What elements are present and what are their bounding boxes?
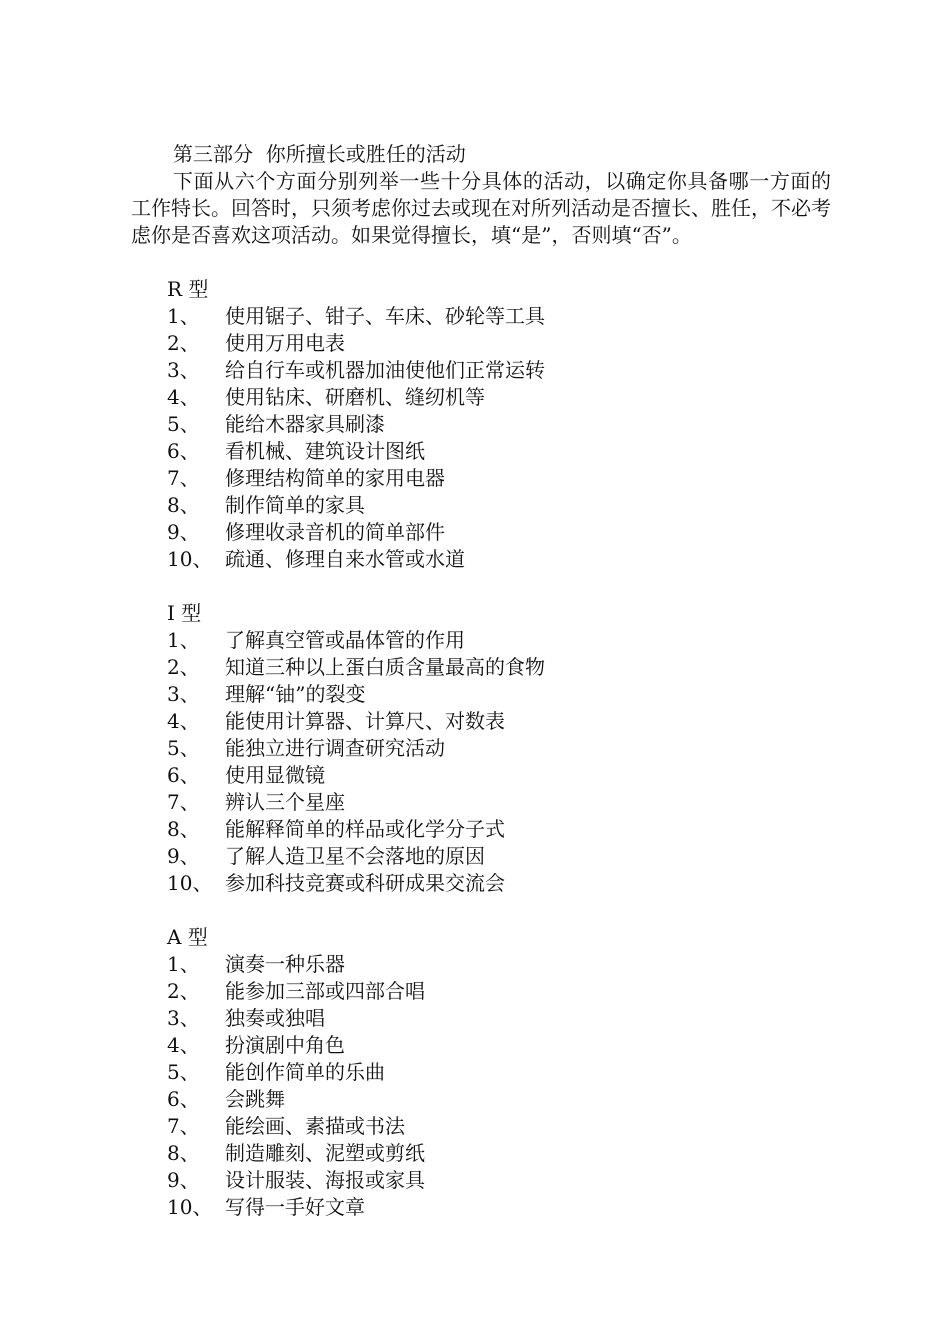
item-text: 给自行车或机器加油使他们正常运转 [225, 358, 545, 382]
item-number: 1、 [167, 952, 200, 976]
list-item [131, 627, 831, 654]
item-text: 能参加三部或四部合唱 [225, 979, 425, 1003]
item-text: 能解释简单的样品或化学分子式 [225, 817, 505, 841]
intro-paragraph: 下面从六个方面分别列举一些十分具体的活动，以确定你具备哪一方面的工作特长。回答时，只须考虑你过去或现在对所列活动是否擅长、胜任，不必考虑你是否喜欢这项活动。如果觉得擅长，填“是”，否则填“否”。 [131, 169, 831, 247]
item-text: 使用钻床、研磨机、缝纫机等 [225, 385, 485, 409]
list-item [131, 951, 831, 978]
item-number: 5、 [167, 412, 200, 436]
list-item [131, 519, 831, 546]
list-item [131, 1032, 831, 1059]
item-text: 制作简单的家具 [225, 493, 365, 517]
item-text: 参加科技竞赛或科研成果交流会 [225, 871, 505, 895]
item-number: 9、 [167, 520, 200, 544]
item-number: 2、 [167, 655, 200, 679]
item-text: 独奏或独唱 [225, 1006, 325, 1030]
item-text: 修理结构简单的家用电器 [225, 466, 445, 490]
section-title: I 型 [167, 601, 202, 625]
item-number: 3、 [167, 682, 200, 706]
list-item [131, 1086, 831, 1113]
section-title: R 型 [167, 277, 209, 301]
item-text: 能给木器家具刷漆 [225, 412, 385, 436]
list-item [131, 762, 831, 789]
item-number: 8、 [167, 1141, 200, 1165]
list-item [131, 654, 831, 681]
item-number: 3、 [167, 358, 200, 382]
list-item [131, 1140, 831, 1167]
item-number: 3、 [167, 1006, 200, 1030]
list-item [131, 330, 831, 357]
item-text: 理解“铀”的裂变 [225, 682, 366, 706]
list-item [131, 735, 831, 762]
list-item [131, 1194, 831, 1221]
list-item [131, 681, 831, 708]
item-number: 1、 [167, 304, 200, 328]
list-item [131, 1167, 831, 1194]
item-number: 7、 [167, 790, 200, 814]
list-item [131, 708, 831, 735]
item-number: 6、 [167, 763, 200, 787]
item-number: 7、 [167, 1114, 200, 1138]
item-text: 了解人造卫星不会落地的原因 [225, 844, 485, 868]
item-number: 4、 [167, 1033, 200, 1057]
item-text: 能创作简单的乐曲 [225, 1060, 385, 1084]
list-item [131, 1113, 831, 1140]
item-number: 10、 [167, 871, 213, 895]
list-item [131, 465, 831, 492]
list-item [131, 411, 831, 438]
item-number: 10、 [167, 547, 213, 571]
part-heading: 第三部分 你所擅长或胜任的活动 [173, 142, 466, 166]
item-text: 能独立进行调查研究活动 [225, 736, 445, 760]
list-item [131, 384, 831, 411]
item-number: 9、 [167, 844, 200, 868]
item-text: 使用锯子、钳子、车床、砂轮等工具 [225, 304, 545, 328]
item-number: 8、 [167, 817, 200, 841]
item-text: 会跳舞 [225, 1087, 285, 1111]
item-text: 能绘画、素描或书法 [225, 1114, 405, 1138]
item-text: 使用万用电表 [225, 331, 345, 355]
item-text: 修理收录音机的简单部件 [225, 520, 445, 544]
list-item [131, 789, 831, 816]
item-text: 了解真空管或晶体管的作用 [225, 628, 465, 652]
list-item [131, 1005, 831, 1032]
item-text: 扮演剧中角色 [225, 1033, 345, 1057]
section-r [131, 276, 831, 573]
list-item [131, 546, 831, 573]
list-item [131, 303, 831, 330]
list-item [131, 492, 831, 519]
item-text: 能使用计算器、计算尺、对数表 [225, 709, 505, 733]
section-i [131, 600, 831, 897]
item-text: 疏通、修理自来水管或水道 [225, 547, 465, 571]
list-item [131, 357, 831, 384]
item-text: 制造雕刻、泥塑或剪纸 [225, 1141, 425, 1165]
document-content [131, 141, 831, 1221]
item-number: 5、 [167, 736, 200, 760]
list-item [131, 1059, 831, 1086]
item-number: 6、 [167, 1087, 200, 1111]
list-item [131, 870, 831, 897]
list-item [131, 843, 831, 870]
item-text: 看机械、建筑设计图纸 [225, 439, 425, 463]
item-number: 4、 [167, 385, 200, 409]
item-number: 1、 [167, 628, 200, 652]
item-text: 演奏一种乐器 [225, 952, 345, 976]
item-number: 4、 [167, 709, 200, 733]
item-text: 设计服装、海报或家具 [225, 1168, 425, 1192]
item-text: 使用显微镜 [225, 763, 325, 787]
item-number: 10、 [167, 1195, 213, 1219]
item-number: 6、 [167, 439, 200, 463]
item-text: 写得一手好文章 [225, 1195, 365, 1219]
item-number: 2、 [167, 331, 200, 355]
item-number: 2、 [167, 979, 200, 1003]
item-number: 7、 [167, 466, 200, 490]
list-item [131, 978, 831, 1005]
item-text: 辨认三个星座 [225, 790, 345, 814]
section-title: A 型 [167, 925, 208, 949]
item-number: 5、 [167, 1060, 200, 1084]
list-item [131, 816, 831, 843]
item-number: 8、 [167, 493, 200, 517]
item-text: 知道三种以上蛋白质含量最高的食物 [225, 655, 545, 679]
list-item [131, 438, 831, 465]
section-a [131, 924, 831, 1221]
item-number: 9、 [167, 1168, 200, 1192]
